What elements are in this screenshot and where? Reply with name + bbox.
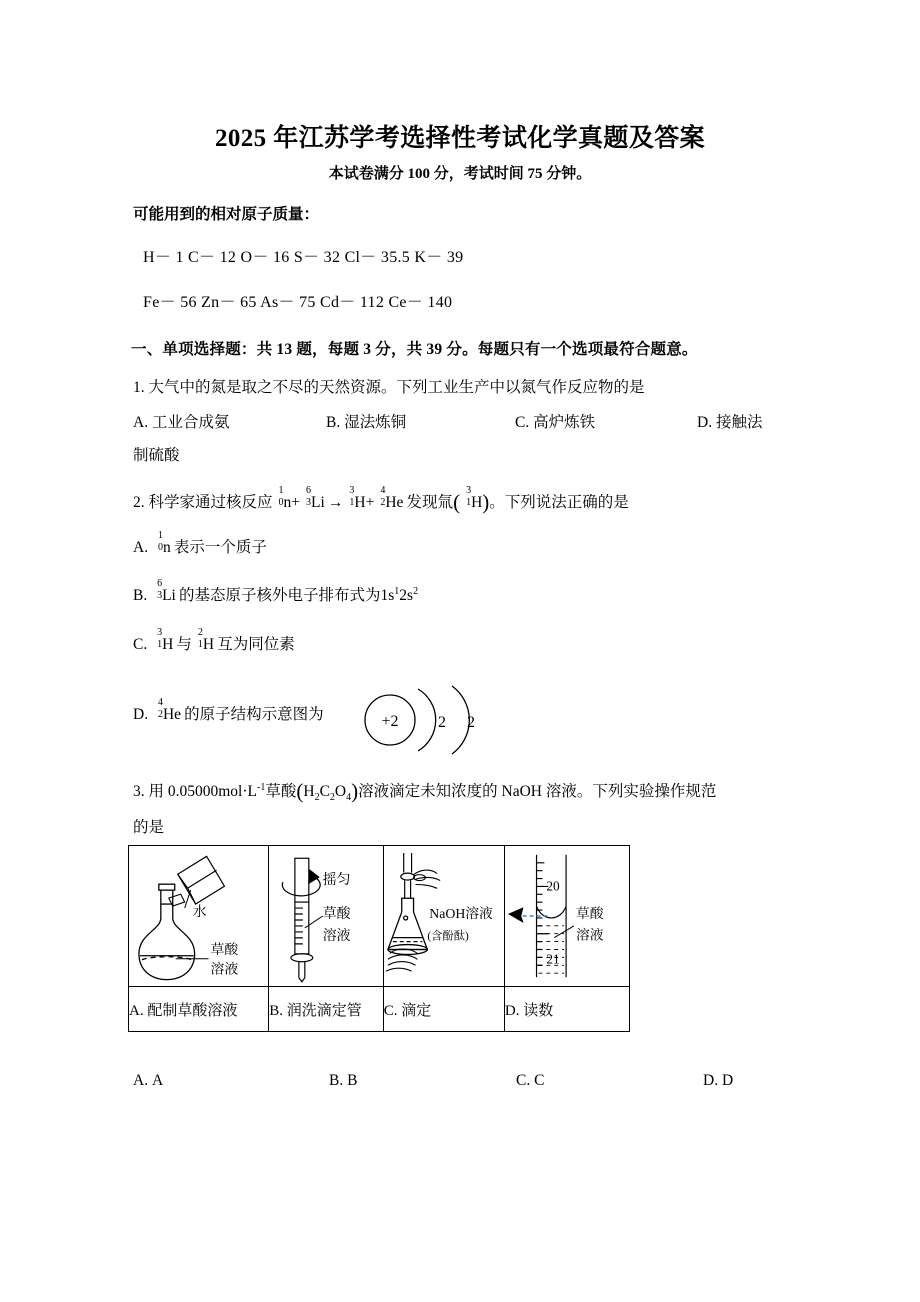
atom-structure-diagram — [358, 683, 480, 757]
nuclide-h3: 3 1 — [157, 626, 163, 650]
paren-close: ) — [482, 490, 490, 514]
q3-stem-mid: 溶液滴定未知浓度的 NaOH 溶液。下列实验操作规范 — [358, 783, 717, 800]
q2-option-d-text: 的原子结构示意图为 — [184, 706, 324, 723]
q1-option-d-continuation: 制硫酸 — [133, 447, 180, 464]
atomic-mass-lead: 可能用到的相对原子质量： — [133, 206, 320, 223]
meniscus-curve — [536, 906, 566, 918]
q2-eq-plus-2: + — [365, 494, 375, 511]
q1-option-d-text: 接触法 — [715, 414, 763, 431]
table-cell-label-a: A. 配制草酸溶液 — [129, 987, 269, 1032]
q3-formula-o-sub: 4 — [346, 792, 352, 804]
q2-option-c-text: 互为同位素 — [217, 636, 295, 653]
q2-option-b-config-1-sup: 1 — [394, 585, 400, 597]
question-1-options — [133, 410, 833, 432]
nuclide-neutron-opt: 1 0 — [157, 529, 163, 553]
q3-option-b[interactable] — [329, 1072, 357, 1090]
q2-option-b-label: B. — [133, 587, 148, 604]
q1-option-a[interactable] — [133, 410, 229, 432]
q1-option-c-text: 高炉炼铁 — [533, 414, 596, 431]
label-phenolphthalein: (含酚酞) — [427, 930, 469, 943]
question-3-answer-options — [133, 1072, 833, 1094]
q3-formula-o: O — [334, 783, 347, 800]
q2-option-c-symbol-1: H — [162, 636, 174, 653]
table-cell-figure-d — [504, 846, 629, 987]
q2-option-b-text: 的基态原子核外电子排布式为 — [178, 587, 381, 604]
q1-option-b-label: B. — [326, 414, 341, 431]
q3-stem-unit-sup: -1 — [257, 781, 266, 793]
shell-2-electron-count: 2 — [467, 714, 475, 731]
scale-mark-21: 21 — [546, 951, 560, 967]
q2-option-a[interactable] — [133, 529, 267, 557]
q3-option-c[interactable] — [516, 1072, 544, 1090]
q2-option-a-label: A. — [133, 539, 149, 556]
question-1-stem: 1. 大气中的氮是取之不尽的天然资源。下列工业生产中以氮气作反应物的是 — [133, 379, 645, 396]
shell-1-electron-count: 2 — [438, 714, 446, 731]
table-cell-figure-a — [129, 846, 269, 987]
hand-holding-flask-icon — [386, 949, 418, 971]
question-2-stem — [133, 484, 629, 514]
q3-option-d-label: D. — [703, 1072, 719, 1089]
table-row-figures — [129, 846, 630, 987]
atomic-mass-line-1: H－ 1 C－ 12 O－ 16 S－ 32 Cl－ 35.5 K－ 39 — [143, 249, 464, 266]
q2-option-c-label: C. — [133, 636, 148, 653]
q2-option-b-symbol: Li — [162, 587, 176, 604]
label-oxalic-1: 草酸 — [210, 942, 239, 958]
q2-option-b-config-1: 1s — [380, 587, 395, 604]
nuclide-helium: 4 2 — [380, 484, 386, 508]
label-solution-3: 溶液 — [575, 927, 604, 943]
label-oxalic-3: 草酸 — [575, 905, 604, 921]
q1-option-a-text: 工业合成氨 — [151, 414, 230, 431]
conical-flask-icon — [388, 898, 427, 954]
paren-open: ( — [453, 490, 461, 514]
rotate-arrow-icon — [283, 870, 321, 896]
burette-reading-figure — [505, 846, 629, 986]
q1-option-c-label: C. — [515, 414, 530, 431]
table-cell-figure-b — [269, 846, 383, 987]
nuclide-hydrogen-3: 3 1 — [349, 484, 355, 508]
q3-stem-prefix: 3. 用 0.05000mol — [133, 783, 243, 800]
q1-option-d[interactable] — [697, 410, 762, 432]
q3-option-a-text: A — [151, 1072, 164, 1089]
nuclide-neutron: 1 0 — [278, 484, 284, 508]
q2-eq-arrow: → — [327, 494, 344, 511]
conical-flask-titration-figure — [384, 846, 504, 986]
atomic-mass-line-2: Fe－ 56 Zn－ 65 As－ 75 Cd－ 112 Ce－ 140 — [143, 294, 453, 311]
q1-option-d-label: D. — [697, 414, 713, 431]
section-heading: 一、单项选择题：共 13 题，每题 3 分，共 39 分。每题只有一个选项最符合题意。 — [131, 341, 698, 358]
q3-formula-h: H — [303, 783, 315, 800]
eye-icon — [509, 908, 523, 922]
nuclide-tritium: 3 1 — [466, 484, 472, 508]
pouring-beaker-icon — [178, 856, 225, 904]
water-stream — [185, 890, 191, 908]
label-oxalic-2: 草酸 — [322, 906, 351, 922]
q2-option-d-label: D. — [133, 706, 149, 723]
q2-option-b-config-2-sup: 2 — [413, 585, 419, 597]
nuclide-he4: 4 2 — [157, 696, 163, 720]
volumetric-flask-icon — [139, 884, 195, 979]
q2-option-d[interactable] — [133, 696, 324, 724]
experiment-table — [128, 845, 630, 1032]
q2-eq-he-symbol: He — [385, 494, 404, 511]
label-naoh-solution: NaOH溶液 — [428, 905, 493, 921]
burette-tip-icon — [400, 853, 414, 898]
q3-option-b-text: B — [347, 1072, 358, 1089]
label-solution-2: 溶液 — [322, 928, 351, 944]
q1-option-a-label: A. — [133, 414, 149, 431]
electron-shell-arc-1 — [418, 689, 436, 751]
table-cell-label-b: B. 润洗滴定管 — [269, 987, 383, 1032]
table-cell-label-c: C. 滴定 — [383, 987, 504, 1032]
q2-stem-part3: 。下列说法正确的是 — [489, 494, 629, 511]
q1-option-c[interactable] — [515, 410, 595, 432]
label-solution-1: 溶液 — [210, 962, 239, 978]
q3-option-c-label: C. — [516, 1072, 531, 1089]
hand-stopcock-icon — [413, 870, 440, 888]
q3-option-a-label: A. — [133, 1072, 149, 1089]
q2-eq-h-symbol: H — [354, 494, 366, 511]
q2-option-a-symbol: n — [162, 539, 171, 556]
volumetric-flask-figure — [129, 846, 268, 986]
leader-line-d — [554, 926, 574, 938]
q3-stem-acid: 草酸 — [265, 783, 297, 800]
label-water: 水 — [192, 905, 207, 920]
q2-eq-plus-1: + — [291, 494, 301, 511]
q3-formula-c: C — [319, 783, 330, 800]
nuclide-h2: 2 1 — [197, 626, 203, 650]
nuclide-lithium-opt: 6 3 — [157, 577, 163, 601]
q3-option-d[interactable] — [703, 1072, 733, 1090]
q2-option-c[interactable] — [133, 626, 295, 654]
q3-option-d-text: D — [721, 1072, 734, 1089]
table-cell-label-d: D. 读数 — [504, 987, 629, 1032]
exam-subtitle: 本试卷满分 100 分，考试时间 75 分钟。 — [328, 166, 592, 182]
burette-shake-figure — [269, 846, 382, 986]
q2-stem-part1: 2. 科学家通过核反应 — [133, 494, 273, 511]
question-3-stem — [133, 777, 716, 803]
label-shake: 摇匀 — [322, 873, 351, 889]
q3-formula-h-sub: 2 — [314, 792, 320, 804]
table-cell-figure-c — [383, 846, 504, 987]
q2-option-c-mid: 与 — [176, 636, 192, 653]
q3-option-a[interactable] — [133, 1072, 163, 1090]
page-title: 2025 年江苏学考选择性考试化学真题及答案 — [214, 125, 706, 152]
q2-option-b-config-2: 2s — [399, 587, 414, 604]
q2-stem-part2: 发现氚 — [406, 494, 454, 511]
nuclide-lithium: 6 3 — [306, 484, 312, 508]
q2-eq-li-symbol: Li — [311, 494, 325, 511]
q2-tritium-symbol: H — [471, 494, 483, 511]
q3-option-b-label: B. — [329, 1072, 344, 1089]
q2-option-d-symbol: He — [162, 706, 182, 723]
table-row-labels — [129, 987, 630, 1032]
scale-mark-20: 20 — [546, 878, 560, 894]
nucleus-charge-label: +2 — [381, 713, 399, 730]
q2-option-c-symbol-2: H — [202, 636, 215, 653]
q3-formula-c-sub: 2 — [329, 792, 335, 804]
q3-stem-continuation: 的是 — [133, 819, 165, 836]
q2-option-a-text: 表示一个质子 — [173, 539, 267, 556]
q3-option-c-text: C — [534, 1072, 545, 1089]
q3-stem-unit: L — [247, 783, 258, 800]
q2-eq-n-symbol: n — [283, 494, 292, 511]
q1-option-b[interactable] — [326, 410, 406, 432]
formula-paren-open: ( — [296, 779, 304, 803]
formula-paren-close: ) — [351, 779, 359, 803]
q3-stem-dot: · — [242, 783, 248, 800]
leader-line-b — [305, 916, 323, 928]
q2-option-b[interactable] — [133, 577, 419, 605]
q1-option-b-text: 湿法炼铜 — [344, 414, 407, 431]
